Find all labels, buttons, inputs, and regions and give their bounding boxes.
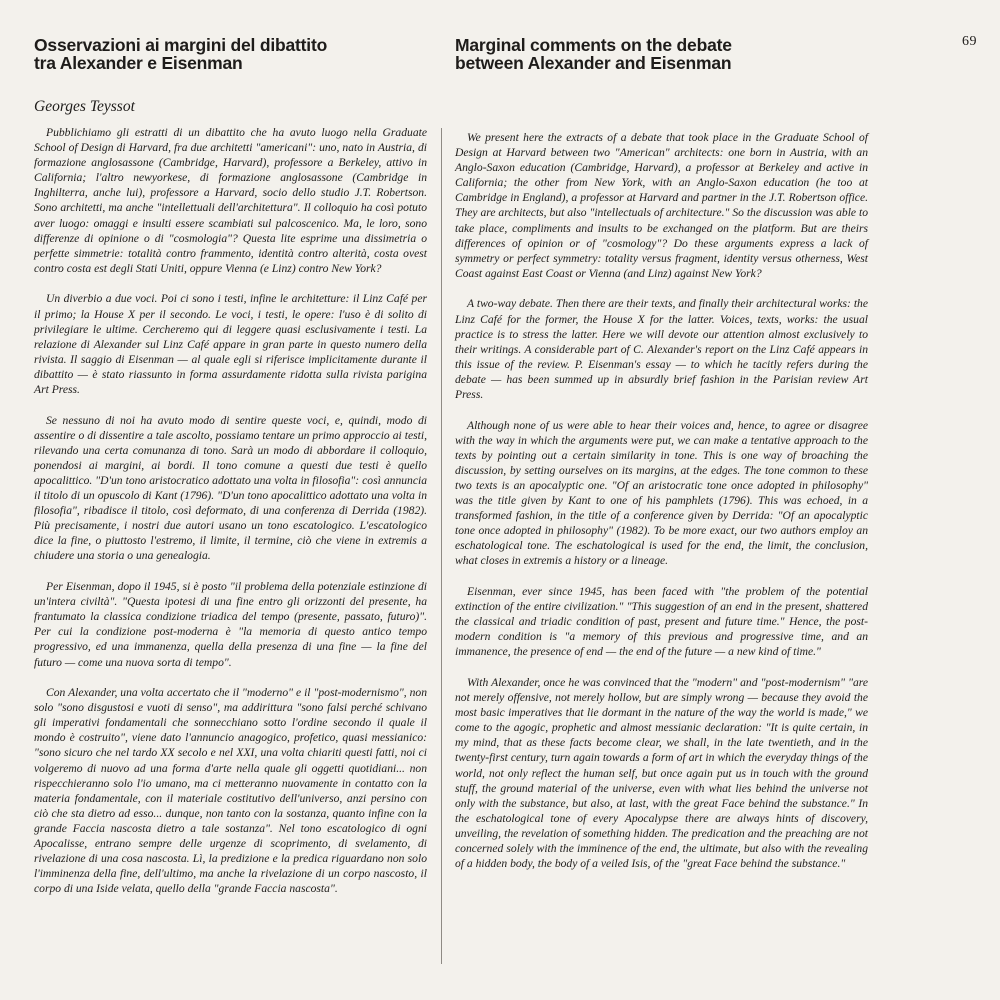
- english-paragraph: With Alexander, once he was convinced that the "modern" and "post-modernism" "are not merely offensive, not merely hollow, but are simply wrong — because they avoid the most basic imperatives that lie dormant in the nature of the way the world is made," we come to the agogic, prophetic and almost messianic declaration: "It is quite certain, in my mind, that as these facts become clear, we shall, in the late twentieth, and in the twenty-first century, turn again towards a form of art in which the everyday things of the world, not only reflect the human self, but once again put us in touch with the ground stuff, the ground material of the universe, even with what lies behind the universe not only with the substance, but also, at last, with the great Face behind the substance." In the eschatological tone of every Apocalypse there are always hints of discovery, unveiling, the revelation of something hidden. The predication and the preaching are not concerned solely with the imminence of the end, the ultimate, but also with the revealing of a hidden body, the body of a veiled Isis, of the "great Face behind the substance.": [455, 676, 868, 871]
- author-name: Georges Teyssot: [34, 98, 135, 115]
- page-number: 69: [962, 34, 977, 49]
- english-title: [455, 36, 875, 72]
- english-title-line-1: Marginal comments on the debate: [455, 35, 732, 55]
- italian-title-line-2: tra Alexander e Eisenman: [34, 53, 243, 73]
- italian-paragraph: Un diverbio a due voci. Poi ci sono i testi, infine le architetture: il Linz Café per il primo; la House X per il secondo. Le voci, i testi, le opere: l'uso è di solito di privilegiare le ultime. Cercheremo qui di leggere quasi esclusivamente i testi. La relazione di Alexander sul Linz Café appare in gran parte in questo numero della rivista. Il saggio di Eisenman — al quale egli si riferisce implicitamente durante il dibattito — è stato riassunto in forma assurdamente ridotta sulla rivista parigina Art Press.: [34, 292, 427, 396]
- italian-paragraph: Per Eisenman, dopo il 1945, si è posto "il problema della potenziale estinzione di un'intera civiltà". "Questa ipotesi di una fine entro gli orizzonti del presente, ha frantumato la classica condizione triadica del tempo (presente, passato, futuro)". Per cui la condizione post-moderna è "la memoria di questo antico tempo progressivo, ed una immanenza, quella della presenza di una fine — la fine del futuro — come una nuova sorta di tempo".: [34, 580, 427, 669]
- italian-title-line-1: Osservazioni ai margini del dibattito: [34, 35, 328, 55]
- english-paragraph: A two-way debate. Then there are their texts, and finally their architectural works: the Linz Café for the former, the House X for the latter. Voices, texts, works: the usual practice is to stress the latter. Here we will devote our attention almost exclusively to their writings. A considerable part of C. Alexander's report on the Linz Café appears in this issue of the review. P. Eisenman's essay — to which he tacitly refers during the debate — has been summed up in absurdly brief fashion in the Parisian review Art Press.: [455, 297, 868, 401]
- italian-paragraph: Se nessuno di noi ha avuto modo di sentire queste voci, e, quindi, modo di assentire o di dissentire a tale ascolto, possiamo tentare un primo approccio ai testi, rilevando una certa comunanza di tono. Sarà un modo di abbordare il colloquio, ponendosi ai margini, ai bordi. Il tono comune a questi due testi è quello apocalittico. "D'un tono aristocratico adottato una volta in filosofia": così annuncia il titolo di un opuscolo di Kant (1796). "D'un tono apocalittico adottato una volta in filosofia", ribadisce il titolo, così deformato, di una conferenza di Derrida (1982). Più precisamente, i nostri due autori usano un tono escatologico. L'escatologico dice la fine, o piuttosto l'estremo, il limite, il termine, ciò che viene in extremis a chiudere una storia o una genealogia.: [34, 413, 427, 563]
- english-paragraph: Eisenman, ever since 1945, has been faced with "the problem of the potential extinction of the entire civilization." "This suggestion of an end in the present, shattered the classical and triadic condition of past, present and future time." Hence, the post-modern condition is "a memory of this previous and progressive time, and an immanence, the presence of end — the end of the future — a new kind of time.": [455, 585, 868, 659]
- italian-paragraph: Pubblichiamo gli estratti di un dibattito che ha avuto luogo nella Graduate School of Design di Harvard, fra due architetti "americani": uno, nato in Austria, di formazione anglosassone (Cambridge, Harvard), professore a Berkeley, attivo in California; l'altro newyorkese, di formazione anglosassone (Cambridge in Inghilterra, anche lui), professore a Harvard, socio dello studio J.T. Robertson. Sono architetti, ma anche "intellettuali dell'architettura". Il colloquio ha così potuto aver luogo: omaggi e insulti essere scambiati sul palcoscenico. Ma, le loro, sono differenze di opinione o di "cosmologia"? Questa lite esprime una dissimetria o perfette simmetrie: totalità contro frammento, identità contro alterità, costa ovest contro costa est degli Stati Uniti, oppure Vienna (e Linz) contro New York?: [34, 126, 427, 275]
- english-column: [455, 130, 868, 887]
- column-divider: [441, 128, 442, 964]
- italian-title: [34, 36, 414, 72]
- italian-paragraph: Con Alexander, una volta accertato che il "moderno" e il "post-modernismo", non solo "sono disgustosi e vuoti di senso", ma addirittura "sono falsi perché schivano gli imperativi fondamentali che sonnecchiano sotto l'ordine secondo il quale il mondo è costruito", viene dato l'annuncio anagogico, profetico, quasi messianico: "sono sicuro che nel tardo XX secolo e nel XXI, una volta chiariti questi fatti, noi ci volgeremo di nuovo ad una forma d'arte nella quale gli oggetti quotidiani... non rispecchieranno solo l'io umano, ma ci metteranno nuovamente in contatto con la materia fondamentale, con il materiale costitutivo dell'universo, anzi persino con ciò che sta dietro ad esso... dunque, non tanto con la sostanza, quanto infine con la grande Faccia nascosta dietro a tale sostanza". Nel tono escatologico di ogni Apocalisse, entrano sempre delle urgenze di scoprimento, di svelamento, di rivelazione di una cosa nascosta. Lì, la predizione e la predica riguardano non solo l'imminenza della fine, dell'ultimo, ma anche la rivelazione di un corpo nascosto, il corpo di una Iside velata, quello della "grande Faccia nascosta".: [34, 686, 427, 896]
- english-paragraph: Although none of us were able to hear their voices and, hence, to agree or disagree with the way in which the arguments were put, we can make a tentative approach to the texts by pointing out a certain similarity in tone. This is one way of broaching the discussion, by setting ourselves on its margins, at the edges. The tone common to these two texts is an apocalyptic one. "Of an aristocratic tone once adopted in philosophy" was the title given by Kant to one of his pamphlets (1796). This was echoed, in a transformed fashion, in the title of a conference given by Derrida: "Of an apocalyptic tone once adopted in philosophy" (1982). To be more exact, our two authors employ an eschatological tone. The eschatological is used for the end, the limit, the conclusion, what closes in extremis a history or a lineage.: [455, 418, 868, 568]
- italian-column: [34, 125, 427, 912]
- english-paragraph: We present here the extracts of a debate that took place in the Graduate School of Design at Harvard between two "American" architects: one born in Austria, with an Anglo-Saxon education (Cambridge, Harvard), a professor at Berkeley and active in California; the other from New York, with an Anglo-Saxon education (he too at Cambridge in England), a professor at Harvard and partner in the J.T. Robertson office. They are architects, but also "intellectuals of architecture." So the discussion was able to take place, compliments and insults to be exchanged on the platform. But are theirs differences of opinion or of "cosmology"? Do these arguments express a lack of symmetry or perfect symmetry: totality versus fragment, identity versus otherness, West Coast against East Coast or Vienna (and Linz) against New York?: [455, 131, 868, 280]
- english-title-line-2: between Alexander and Eisenman: [455, 53, 732, 73]
